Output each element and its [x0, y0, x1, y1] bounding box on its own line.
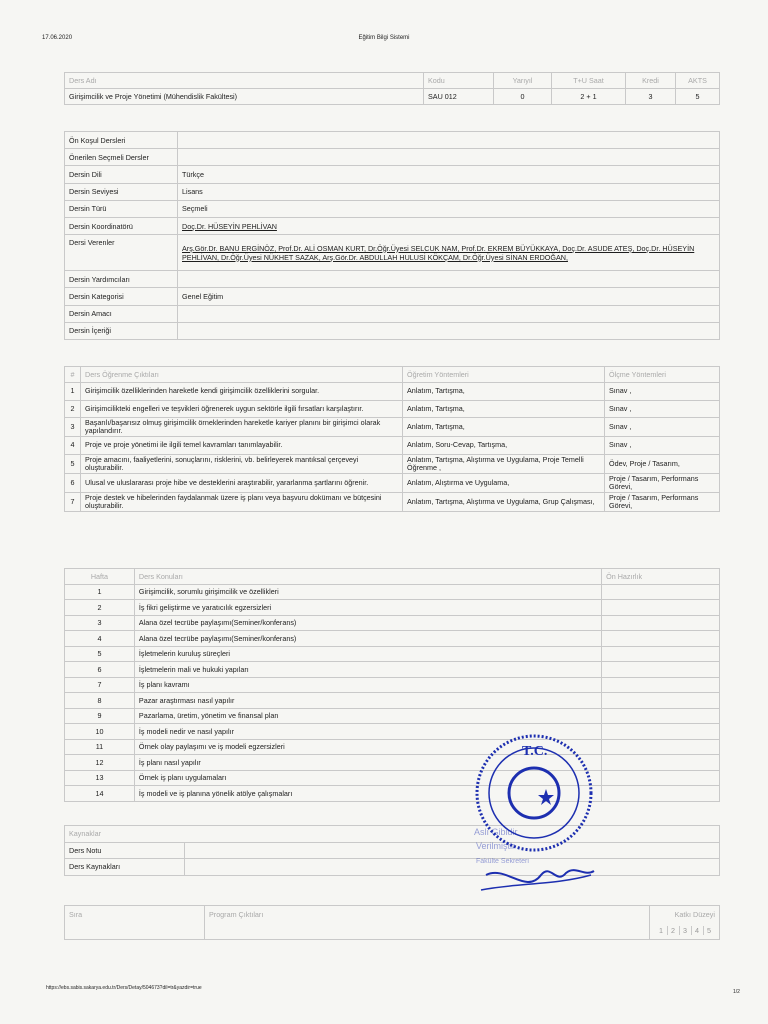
topic-text: Pazarlama, üretim, yönetim ve finansal plan: [134, 708, 601, 724]
topic-text: İş modeli nedir ve nasıl yapılır: [134, 724, 601, 740]
outcome-text: Ulusal ve uluslararası proje hibe ve desteklerini araştırabilir, yararlanma şartlarını öğrenir.: [81, 473, 403, 492]
topic-text: İş planı kavramı: [134, 677, 601, 693]
col-header-outcome: Ders Öğrenme Çıktıları: [81, 367, 403, 383]
info-label: Dersin Amacı: [65, 305, 178, 322]
outcome-number: 5: [65, 454, 81, 473]
info-label: Dersi Verenler: [65, 235, 178, 271]
info-row: [65, 166, 720, 183]
topic-row: [65, 755, 720, 771]
topic-text: İşletmelerin kuruluş süreçleri: [134, 646, 601, 662]
col-header-ects: AKTS: [676, 73, 720, 89]
info-label: Dersin Kategorisi: [65, 288, 178, 305]
program-outcomes-table: [64, 905, 720, 940]
col-header-semester: Yarıyıl: [494, 73, 552, 89]
outcome-row: [65, 418, 720, 437]
outcome-method: Anlatım, Soru-Cevap, Tartışma,: [403, 437, 605, 455]
week-number: 3: [65, 615, 135, 631]
instructors-list[interactable]: Arş.Gör.Dr. BANU ERGİNÖZ, Prof.Dr. ALİ OSMAN KURT, Dr.Öğr.Üyesi SELCUK NAM, Prof.Dr. EKREM BÜYÜKKAYA, Doç.Dr. ASUDE ATEŞ, Doç.Dr. HÜSEYİN PEHLİVAN, Dr.Öğr.Üyesi NÜKHET SAZAK, Arş.Gör.Dr. ABDULLAH HULUSİ KÖKÇAM, Dr.Öğr.Üyesi SİNAN ERDOĞAN,: [178, 235, 720, 271]
outcome-assessment: Proje / Tasarım, Performans Görevi,: [605, 473, 720, 492]
preparation-cell: [602, 755, 720, 771]
outcome-assessment: Sınav ,: [605, 418, 720, 437]
info-value: [178, 271, 720, 288]
outcome-assessment: Sınav ,: [605, 437, 720, 455]
info-row: [65, 149, 720, 166]
resources-table: [64, 825, 720, 876]
col-header-assessment: Ölçme Yöntemleri: [605, 367, 720, 383]
preparation-cell: [602, 724, 720, 740]
info-value: [178, 132, 720, 149]
system-title: Eğitim Bilgi Sistemi: [358, 35, 410, 41]
topic-row: [65, 584, 720, 600]
col-header-code: Kodu: [424, 73, 494, 89]
coordinator-link[interactable]: Doç.Dr. HÜSEYİN PEHLİVAN: [178, 217, 720, 234]
info-value: [178, 149, 720, 166]
week-number: 13: [65, 770, 135, 786]
outcome-row: [65, 400, 720, 418]
course-code: SAU 012: [424, 89, 494, 105]
preparation-cell: [602, 693, 720, 709]
week-number: 7: [65, 677, 135, 693]
topic-row: [65, 631, 720, 647]
scale-level: 5: [703, 926, 715, 935]
topic-text: İş modeli ve iş planına yönelik atölye çalışmaları: [134, 786, 601, 802]
week-number: 12: [65, 755, 135, 771]
outcome-text: Proje amacını, faaliyetlerini, sonuçlarını, risklerini, vb. belirleyerek mantıksal çerçeveyi oluşturabilir.: [81, 454, 403, 473]
preparation-cell: [602, 786, 720, 802]
week-number: 9: [65, 708, 135, 724]
col-header-order: Sıra: [65, 906, 205, 923]
topic-row: [65, 770, 720, 786]
topic-row: [65, 646, 720, 662]
week-number: 10: [65, 724, 135, 740]
info-row: [65, 322, 720, 339]
info-label: Ön Koşul Dersleri: [65, 132, 178, 149]
outcome-method: Anlatım, Tartışma, Alıştırma ve Uygulama, Grup Çalışması,: [403, 492, 605, 511]
topic-text: Girişimcilik, sorumlu girişimcilik ve özellikleri: [134, 584, 601, 600]
outcome-number: 6: [65, 473, 81, 492]
resource-label: Ders Notu: [65, 842, 185, 859]
seal-overlay-line2: Verilmiştir: [476, 841, 516, 851]
topic-row: [65, 662, 720, 678]
preparation-cell: [602, 708, 720, 724]
outcome-assessment: Proje / Tasarım, Performans Görevi,: [605, 492, 720, 511]
info-row: [65, 217, 720, 234]
outcome-method: Anlatım, Tartışma,: [403, 400, 605, 418]
outcome-row: [65, 437, 720, 455]
resource-row: [65, 859, 720, 876]
week-number: 5: [65, 646, 135, 662]
col-header-course-name: Ders Adı: [65, 73, 424, 89]
weekly-topics-table: [64, 568, 720, 802]
preparation-cell: [602, 584, 720, 600]
course-ects: 5: [676, 89, 720, 105]
week-number: 14: [65, 786, 135, 802]
info-row: [65, 183, 720, 200]
col-header-number: #: [65, 367, 81, 383]
topic-text: İş planı nasıl yapılır: [134, 755, 601, 771]
info-row: [65, 305, 720, 322]
footer-url: https://ebs.sabis.sakarya.edu.tr/Ders/Detay/504673?dil=tr&yazdir=true: [46, 985, 202, 991]
week-number: 2: [65, 600, 135, 616]
info-label: Dersin Seviyesi: [65, 183, 178, 200]
week-number: 4: [65, 631, 135, 647]
col-header-credit: Kredi: [626, 73, 676, 89]
topic-text: Alana özel tecrübe paylaşımı(Seminer/konferans): [134, 631, 601, 647]
outcome-row: [65, 454, 720, 473]
seal-letters: T.C.: [522, 744, 548, 759]
week-number: 6: [65, 662, 135, 678]
scale-level: 2: [667, 926, 679, 935]
course-summary-table: [64, 72, 720, 105]
topic-row: [65, 724, 720, 740]
order-cell: [65, 923, 205, 940]
info-row: [65, 235, 720, 271]
info-value: Seçmeli: [178, 200, 720, 217]
outcome-assessment: Ödev, Proje / Tasarım,: [605, 454, 720, 473]
outcome-number: 1: [65, 383, 81, 401]
preparation-cell: [602, 600, 720, 616]
preparation-cell: [602, 646, 720, 662]
preparation-cell: [602, 662, 720, 678]
week-number: 1: [65, 584, 135, 600]
topic-text: Alana özel tecrübe paylaşımı(Seminer/konferans): [134, 615, 601, 631]
resource-value: [185, 842, 720, 859]
info-label: Dersin Yardımcıları: [65, 271, 178, 288]
program-outcome-cell: [205, 923, 650, 940]
resources-header: Kaynaklar: [65, 826, 720, 843]
print-date: 17.06.2020: [42, 35, 73, 41]
outcome-text: Girişimcilikteki engelleri ve teşvikleri öğrenerek uygun sektörle ilgili fırsatları karşılaştırır.: [81, 400, 403, 418]
topic-row: [65, 708, 720, 724]
info-value: Lisans: [178, 183, 720, 200]
col-header-week: Hafta: [65, 569, 135, 585]
topic-text: Pazar araştırması nasıl yapılır: [134, 693, 601, 709]
contribution-scale: [650, 923, 720, 940]
info-label: Dersin Türü: [65, 200, 178, 217]
info-row: [65, 132, 720, 149]
info-label: Dersin Koordinatörü: [65, 217, 178, 234]
col-header-teaching-method: Öğretim Yöntemleri: [403, 367, 605, 383]
outcome-method: Anlatım, Tartışma,: [403, 383, 605, 401]
topic-row: [65, 600, 720, 616]
col-header-program-outcome: Program Çıktıları: [205, 906, 650, 923]
resource-value: [185, 859, 720, 876]
outcome-method: Anlatım, Alıştırma ve Uygulama,: [403, 473, 605, 492]
page-number: 1/2: [733, 989, 740, 995]
official-seal-stamp: [466, 725, 600, 900]
outcome-number: 4: [65, 437, 81, 455]
topic-row: [65, 615, 720, 631]
preparation-cell: [602, 770, 720, 786]
info-value: Genel Eğitim: [178, 288, 720, 305]
col-header-hours: T+U Saat: [552, 73, 626, 89]
outcome-text: Proje destek ve hibelerinden faydalanmak üzere iş planı veya başvuru dokümanı ve bütçesini oluşturabilir.: [81, 492, 403, 511]
seal-overlay-line1: Aslı Gibidir: [474, 827, 518, 837]
preparation-cell: [602, 739, 720, 755]
scale-level: 4: [691, 926, 703, 935]
week-number: 11: [65, 739, 135, 755]
info-value: [178, 322, 720, 339]
outcome-method: Anlatım, Tartışma, Alıştırma ve Uygulama, Proje Temelli Öğrenme ,: [403, 454, 605, 473]
col-header-topic: Ders Konuları: [134, 569, 601, 585]
preparation-cell: [602, 677, 720, 693]
info-label: Dersin İçeriği: [65, 322, 178, 339]
course-semester: 0: [494, 89, 552, 105]
outcome-number: 3: [65, 418, 81, 437]
course-name: Girişimcilik ve Proje Yönetimi (Mühendislik Fakültesi): [65, 89, 424, 105]
outcome-text: Proje ve proje yönetimi ile ilgili temel kavramları tanımlayabilir.: [81, 437, 403, 455]
col-header-preparation: Ön Hazırlık: [602, 569, 720, 585]
outcome-row: [65, 492, 720, 511]
info-row: [65, 288, 720, 305]
outcome-number: 2: [65, 400, 81, 418]
resource-label: Ders Kaynakları: [65, 859, 185, 876]
scale-level: 1: [659, 926, 664, 936]
seal-overlay-line3: Fakülte Sekreteri: [476, 858, 529, 865]
preparation-cell: [602, 631, 720, 647]
outcome-number: 7: [65, 492, 81, 511]
topic-row: [65, 677, 720, 693]
course-info-table: [64, 131, 720, 340]
topic-row: [65, 786, 720, 802]
info-row: [65, 271, 720, 288]
info-label: Önerilen Seçmeli Dersler: [65, 149, 178, 166]
info-value: [178, 305, 720, 322]
info-value: Türkçe: [178, 166, 720, 183]
resource-row: [65, 842, 720, 859]
scale-level: 3: [679, 926, 691, 935]
week-number: 8: [65, 693, 135, 709]
outcome-method: Anlatım, Tartışma,: [403, 418, 605, 437]
info-label: Dersin Dili: [65, 166, 178, 183]
topic-row: [65, 693, 720, 709]
course-hours: 2 + 1: [552, 89, 626, 105]
outcome-text: Girişimcilik özelliklerinden hareketle kendi girişimcilik özelliklerini sorgular.: [81, 383, 403, 401]
outcome-assessment: Sınav ,: [605, 383, 720, 401]
topic-text: İş fikri geliştirme ve yaratıcılık egzersizleri: [134, 600, 601, 616]
outcome-assessment: Sınav ,: [605, 400, 720, 418]
outcome-text: Başarılı/başarısız olmuş girişimcilik örneklerinden hareketle kariyer planını bir girişimci olarak yapılandırır.: [81, 418, 403, 437]
learning-outcomes-table: [64, 366, 720, 512]
preparation-cell: [602, 615, 720, 631]
outcome-row: [65, 383, 720, 401]
col-header-contribution: Katkı Düzeyi: [650, 906, 720, 923]
topic-text: Örnek iş planı uygulamaları: [134, 770, 601, 786]
course-credit: 3: [626, 89, 676, 105]
info-row: [65, 200, 720, 217]
outcome-row: [65, 473, 720, 492]
topic-text: İşletmelerin mali ve hukuki yapıları: [134, 662, 601, 678]
topic-row: [65, 739, 720, 755]
topic-text: Örnek olay paylaşımı ve iş modeli egzersizleri: [134, 739, 601, 755]
